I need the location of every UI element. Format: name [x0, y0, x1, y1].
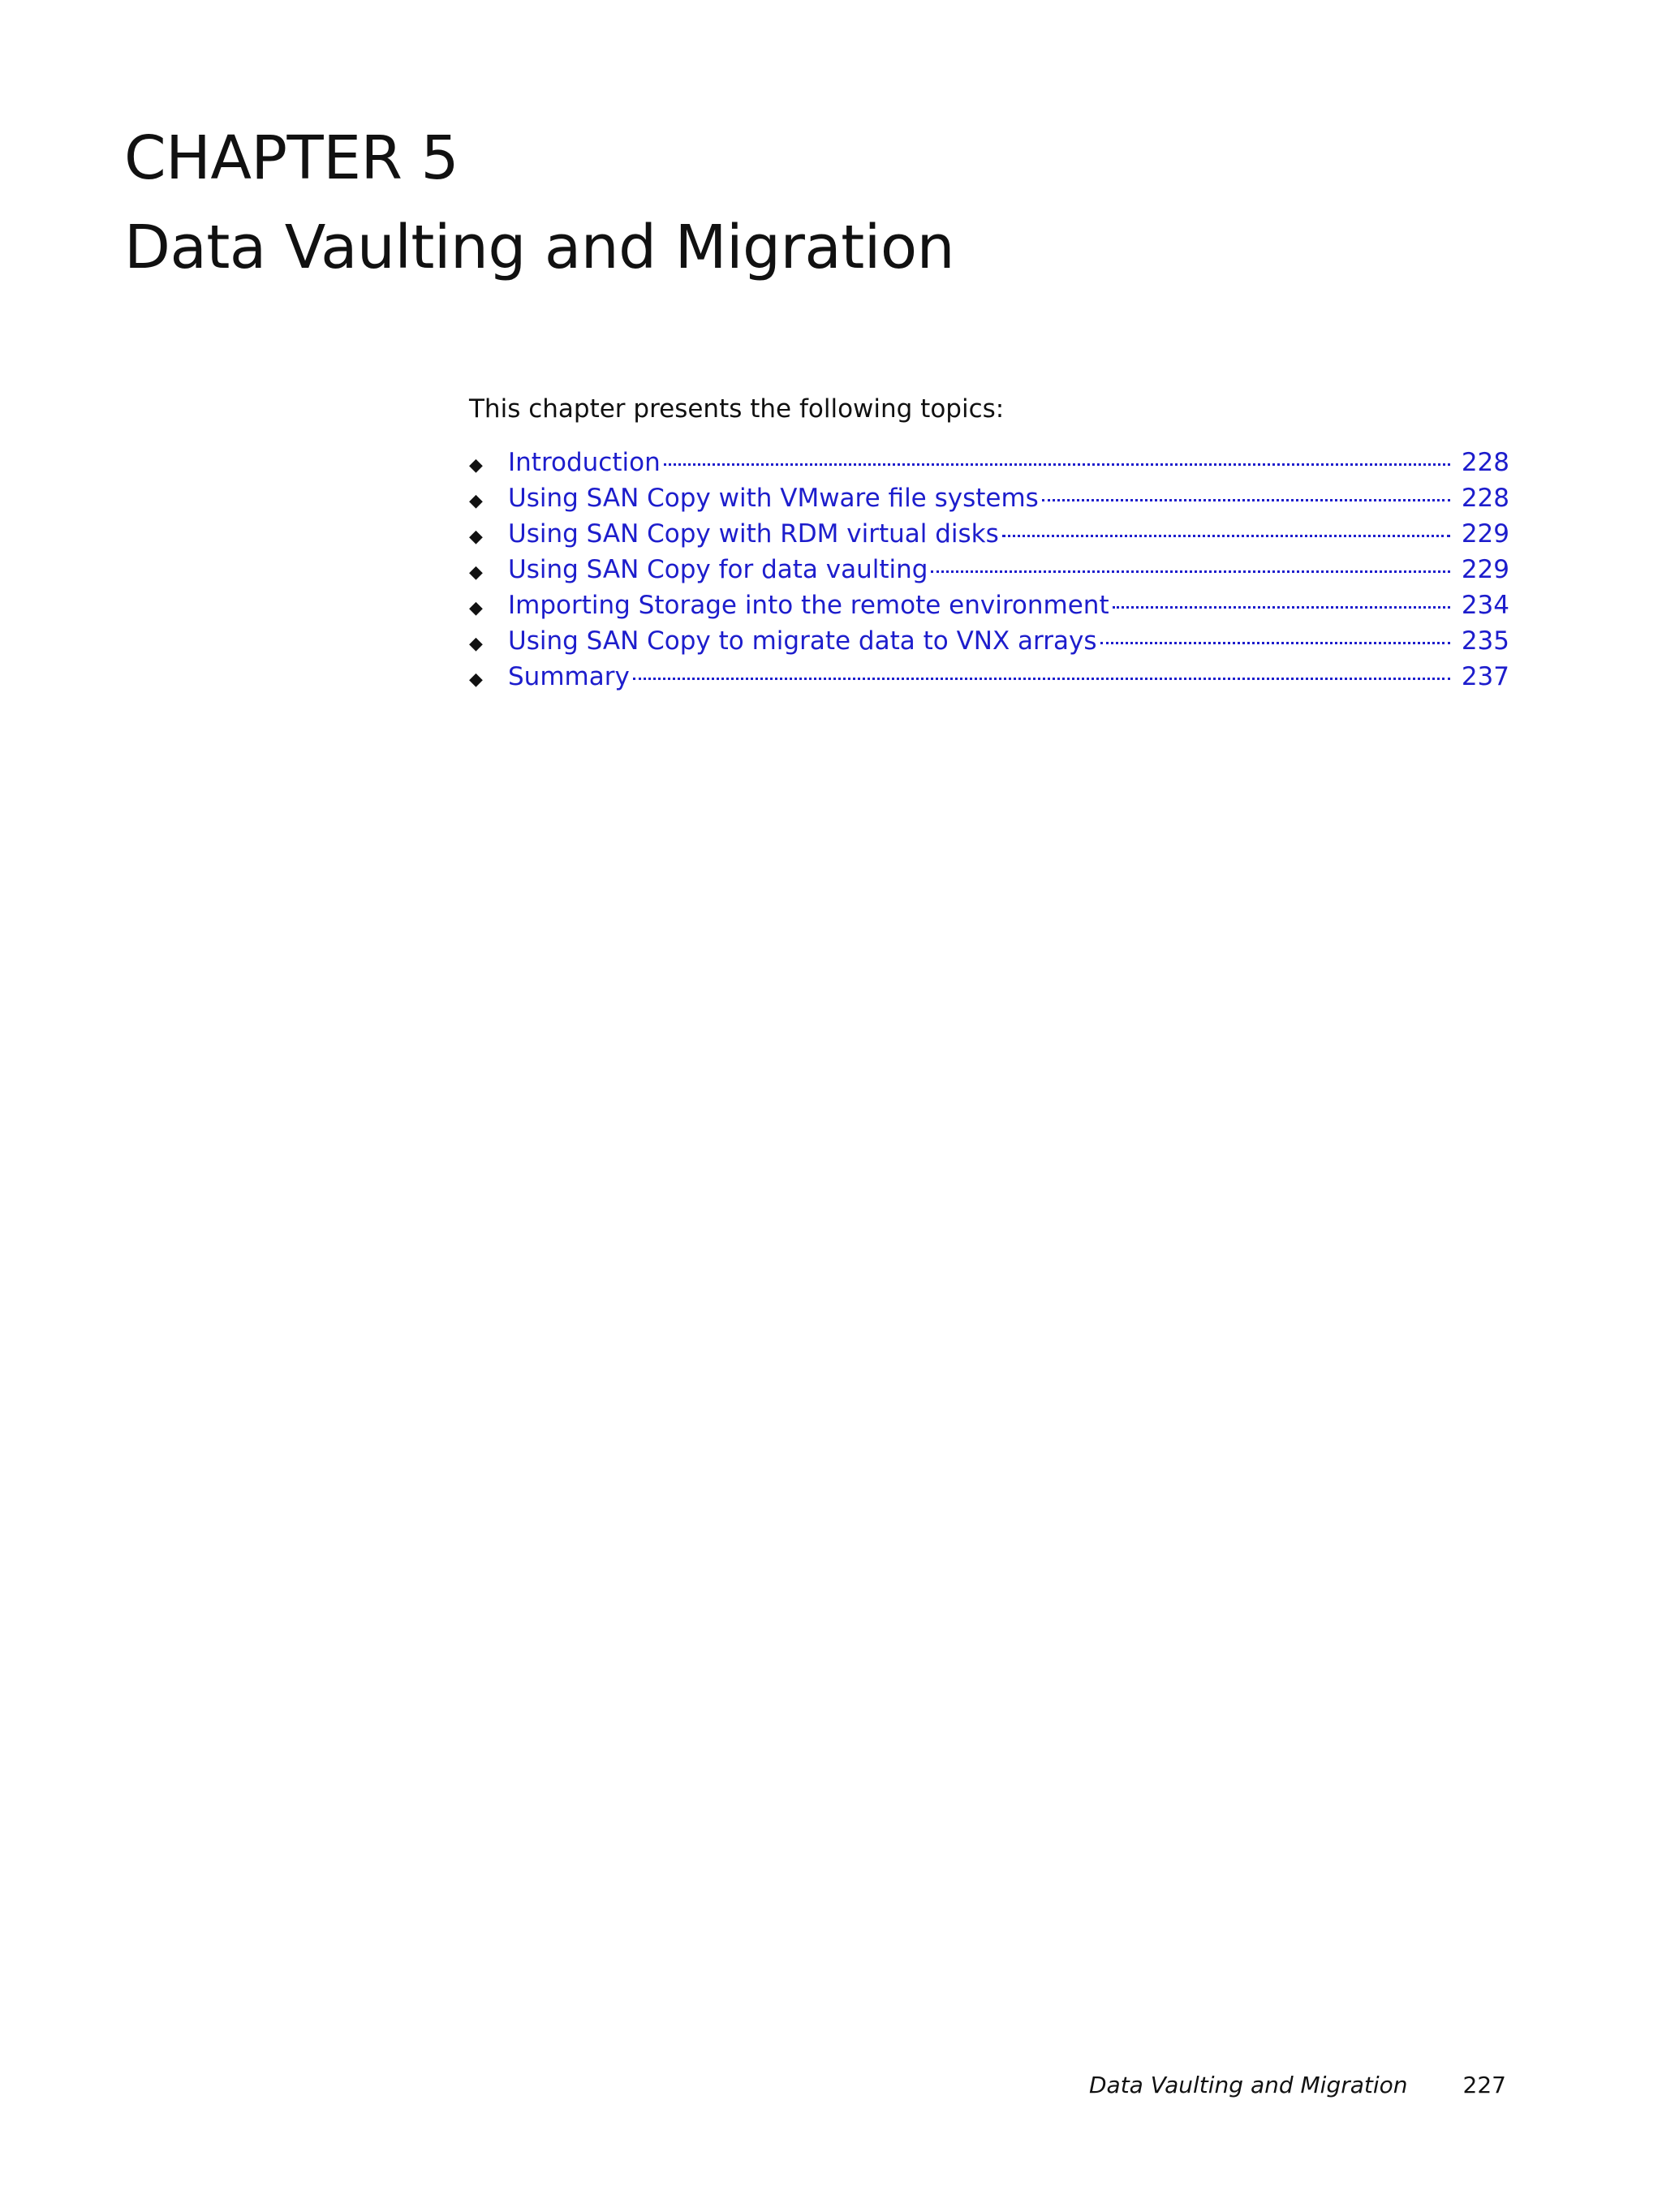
toc-page-number: 229	[1461, 519, 1509, 549]
topics-list	[469, 445, 1509, 695]
toc-title: Using SAN Copy with RDM virtual disks	[508, 519, 999, 549]
toc-page-number: 229	[1461, 555, 1509, 584]
toc-page-number: 237	[1461, 662, 1509, 691]
footer-page-number: 227	[1462, 2072, 1506, 2098]
toc-link-rdm-virtual-disks[interactable]	[508, 516, 1509, 552]
toc-link-importing-storage[interactable]	[508, 587, 1509, 623]
diamond-bullet-icon: ◆	[469, 669, 483, 690]
diamond-bullet-icon: ◆	[469, 634, 483, 654]
toc-item	[469, 445, 1509, 480]
toc-link-introduction[interactable]	[508, 445, 1509, 480]
dot-leader	[633, 678, 1450, 680]
toc-title: Introduction	[508, 448, 661, 477]
toc-page-number: 235	[1461, 626, 1509, 656]
dot-leader	[1002, 535, 1450, 537]
toc-item	[469, 480, 1509, 516]
chapter-title: Data Vaulting and Migration	[124, 213, 955, 282]
dot-leader	[1113, 606, 1450, 609]
page-footer	[1089, 2069, 1506, 2102]
toc-page-number: 228	[1461, 448, 1509, 477]
toc-title: Using SAN Copy to migrate data to VNX arrays	[508, 626, 1097, 656]
diamond-bullet-icon: ◆	[469, 491, 483, 511]
dot-leader	[1042, 499, 1450, 501]
toc-item	[469, 552, 1509, 587]
dot-leader	[1100, 642, 1450, 644]
dot-leader	[931, 570, 1449, 573]
chapter-heading	[124, 114, 954, 292]
toc-title: Summary	[508, 662, 630, 691]
toc-title: Using SAN Copy with VMware file systems	[508, 484, 1039, 513]
toc-link-migrate-to-vnx[interactable]	[508, 623, 1509, 659]
toc-item	[469, 623, 1509, 659]
toc-title: Using SAN Copy for data vaulting	[508, 555, 928, 584]
footer-title: Data Vaulting and Migration	[1088, 2072, 1408, 2098]
toc-link-data-vaulting[interactable]	[508, 552, 1509, 587]
diamond-bullet-icon: ◆	[469, 527, 483, 547]
chapter-label: CHAPTER 5	[124, 123, 459, 193]
diamond-bullet-icon: ◆	[469, 598, 483, 618]
toc-link-vmware-file-systems[interactable]	[508, 480, 1509, 516]
toc-title: Importing Storage into the remote environment	[508, 591, 1109, 620]
intro-text: This chapter presents the following topics:	[469, 394, 1005, 424]
toc-link-summary[interactable]	[508, 659, 1509, 695]
toc-page-number: 234	[1461, 591, 1509, 620]
diamond-bullet-icon: ◆	[469, 455, 483, 476]
toc-page-number: 228	[1461, 484, 1509, 513]
toc-item	[469, 516, 1509, 552]
toc-item	[469, 659, 1509, 695]
dot-leader	[664, 463, 1450, 466]
toc-item	[469, 587, 1509, 623]
diamond-bullet-icon: ◆	[469, 562, 483, 583]
